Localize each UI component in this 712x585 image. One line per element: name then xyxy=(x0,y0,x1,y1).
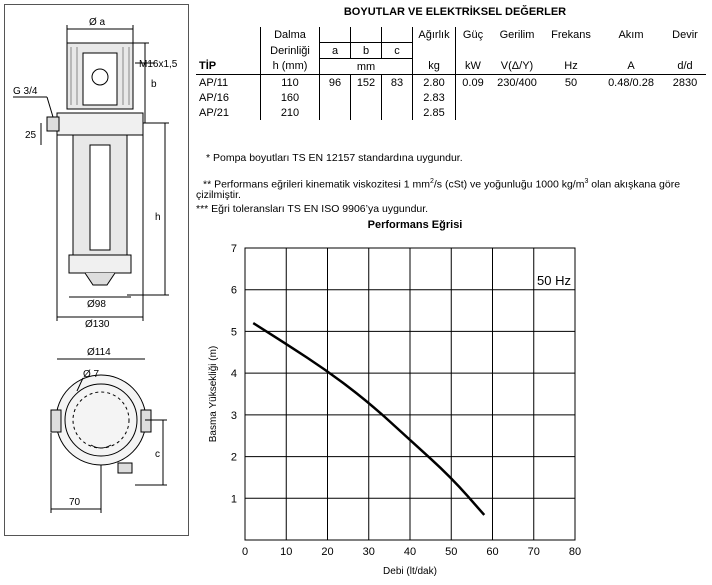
spec-table xyxy=(196,27,706,120)
x-tick-label: 50 xyxy=(445,546,458,558)
x-tick-label: 20 xyxy=(321,546,334,558)
y-tick-label: 1 xyxy=(230,493,237,506)
header-devir: Devir xyxy=(672,28,698,41)
pump-drawing xyxy=(5,5,190,537)
x-tick-label: 80 xyxy=(568,546,582,558)
header-b: b xyxy=(351,43,382,59)
drawing-panel xyxy=(4,4,189,536)
chart-title: Performans Eğrisi xyxy=(367,219,463,231)
header-agirlik: Ağırlık xyxy=(413,27,456,43)
dim-98-label: Ø98 xyxy=(87,299,106,310)
note-1: * Pompa boyutları TS EN 12157 standardına uygundur. xyxy=(206,152,463,164)
header-a: a xyxy=(320,43,351,59)
dim-g34-label: G 3/4 xyxy=(13,86,38,97)
x-tick-label: 60 xyxy=(486,546,499,558)
header-akim: Akım xyxy=(618,28,644,41)
header-mm: mm xyxy=(320,59,413,75)
y-tick-label: 3 xyxy=(230,409,237,422)
x-tick-label: 70 xyxy=(527,546,540,558)
header-hz: Hz xyxy=(544,59,598,75)
y-axis-label: Basma Yüksekliği (m) xyxy=(208,345,219,443)
table-header-row-2 xyxy=(196,43,706,59)
top-view-outer xyxy=(56,375,146,465)
header-derinligi: Derinliği xyxy=(261,43,320,59)
note-2-cont: çizilmiştir. xyxy=(196,189,241,201)
dim-114-label: Ø114 xyxy=(87,347,111,358)
header-tip: TİP xyxy=(196,59,261,75)
table-row: AP/16 160 2.83 xyxy=(196,90,706,105)
header-dd: d/d xyxy=(664,59,706,75)
x-tick-label: 40 xyxy=(403,546,417,558)
table-header-row-1 xyxy=(196,27,706,43)
dim-m16-label: M16x1,5 xyxy=(139,59,178,70)
table-row: AP/21 210 2.85 xyxy=(196,105,706,120)
note-3: *** Eğri toleransları TS EN ISO 9906’ya uygundur. xyxy=(196,203,429,215)
performance-chart xyxy=(200,235,600,580)
dim-a-label: Ø a xyxy=(89,17,106,28)
header-c: c xyxy=(382,43,413,59)
frequency-annotation: 50 Hz xyxy=(537,273,571,288)
dim-c-label: c xyxy=(155,449,160,460)
header-v: V(Δ/Y) xyxy=(490,59,544,75)
header-guc: Güç xyxy=(456,27,491,43)
header-kw: kW xyxy=(456,59,491,75)
y-tick-label: 7 xyxy=(230,243,237,255)
y-tick-label: 6 xyxy=(230,284,237,297)
x-axis-label: Debi (lt/dak) xyxy=(383,566,437,577)
x-tick-label: 0 xyxy=(241,546,249,558)
y-tick-label: 2 xyxy=(230,451,237,464)
table-row: AP/11 110 96 152 83 2.80 0.09 230/400 50 0.48/0.28 2830 xyxy=(199,76,698,89)
header-frekans: Frekans xyxy=(551,28,591,41)
y-tick-label: 5 xyxy=(230,326,237,339)
header-kg: kg xyxy=(413,59,456,75)
header-h-mm: h (mm) xyxy=(261,59,320,75)
y-tick-label: 4 xyxy=(230,368,237,381)
note-2: ** Performans eğrileri kinematik viskozitesi 1 $mm^2/s$ (cSt) ve yoğunluğu 1000 $kg/m^3$ olan akışkana göre xyxy=(203,178,681,191)
x-tick-label: 10 xyxy=(280,546,293,558)
dim-70-label: 70 xyxy=(69,497,81,508)
header-gerilim: Gerilim xyxy=(499,28,535,41)
dim-h-label: h xyxy=(155,212,161,223)
header-a-unit: A xyxy=(598,59,664,75)
x-tick-label: 30 xyxy=(362,546,375,558)
dim-7-label: Ø 7 xyxy=(83,369,100,380)
dim-b-label: b xyxy=(151,79,157,90)
dim-130-label: Ø130 xyxy=(85,319,110,330)
section-title: BOYUTLAR VE ELEKTRİKSEL DEĞERLER xyxy=(343,6,567,18)
header-dalma: Dalma xyxy=(261,27,320,43)
dim-25-label: 25 xyxy=(25,130,37,141)
table-header-row-3 xyxy=(196,59,706,75)
